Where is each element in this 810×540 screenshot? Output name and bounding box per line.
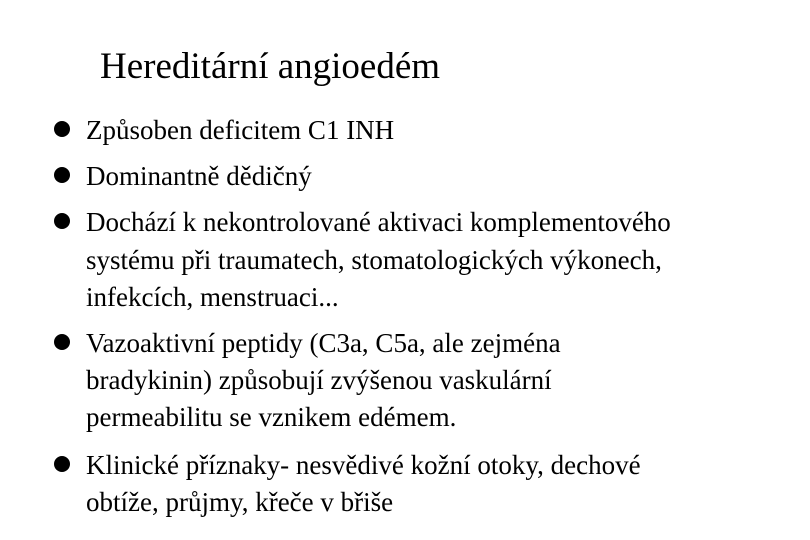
bullet-line: Klinické příznaky- nesvědivé kožní otoky, dechové — [86, 450, 641, 480]
bullet-dot-icon — [54, 456, 70, 472]
bullet-dot-icon — [54, 167, 70, 183]
bullet-line: Dochází k nekontrolované aktivaci komplementového — [86, 207, 671, 237]
slide-title: Hereditární angioedém — [100, 46, 441, 87]
bullet-dot-icon — [54, 213, 70, 229]
bullet-line: infekcích, menstruaci... — [86, 282, 339, 312]
bullet-line: obtíže, průjmy, křeče v břiše — [86, 487, 394, 517]
bullet-line: Způsoben deficitem C1 INH — [86, 115, 395, 145]
bullet-dot-icon — [54, 334, 70, 350]
bullet-line: systému při traumatech, stomatologických výkonech, — [86, 245, 662, 275]
bullet-line: bradykinin) způsobují zvýšenou vaskulární — [86, 365, 552, 395]
bullet-dot-icon — [54, 121, 70, 137]
bullet-line: permeabilitu se vznikem edémem. — [86, 402, 457, 432]
bullet-line: Dominantně dědičný — [86, 161, 312, 191]
bullet-line: Vazoaktivní peptidy (C3a, C5a, ale zejména — [86, 328, 561, 358]
